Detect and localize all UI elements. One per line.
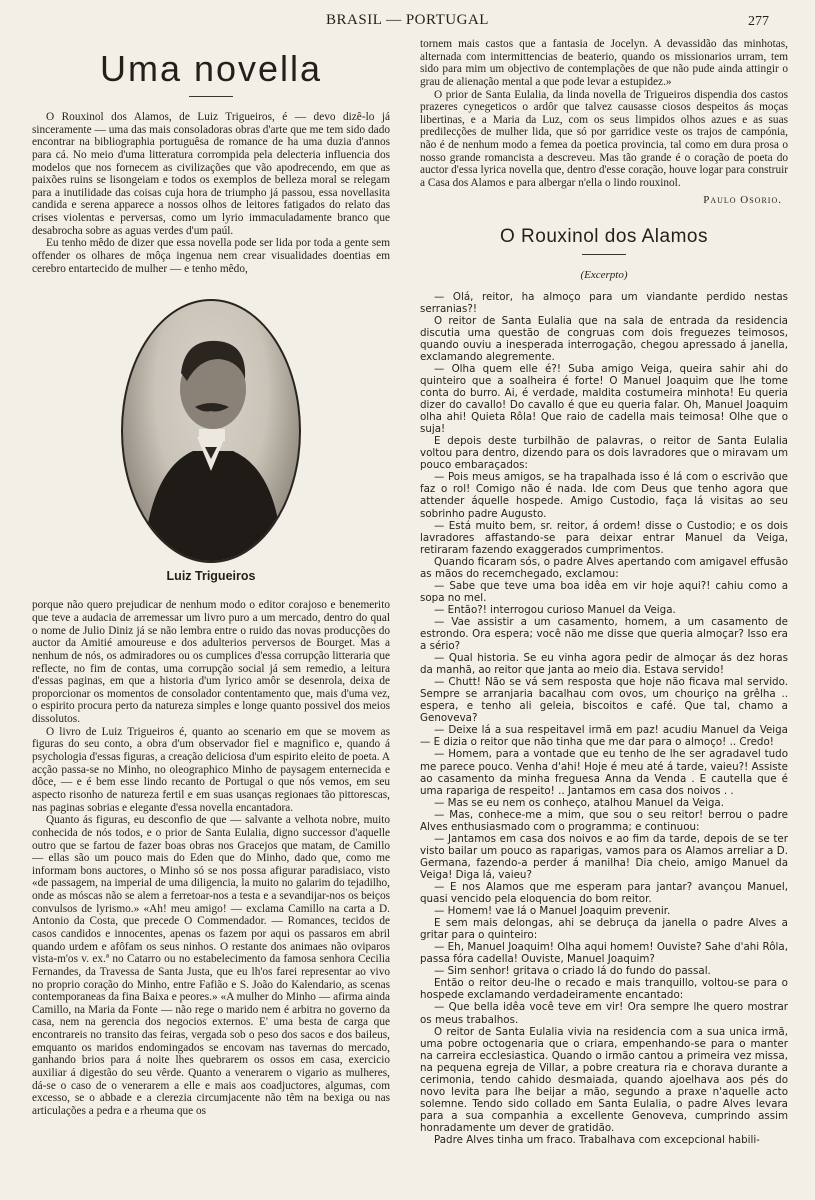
portrait-illustration xyxy=(123,301,299,561)
continuation-paragraph: O prior de Santa Eulalia, da linda novella de Trigueiros dispendia dos castos prazeres cynegeticos o ardôr que talvez causasse ciosos despeitos ás moças libertinas, e a Maria da Luz, com os seus limpidos olhos azues e as suas predilecções de mulher lida, que só por garridice veste os trajos de campónia, não é de nenhum modo a femea da poetica provincia, tal como em dura prosa o nosso grande romancista a descreveu. Mas tão grande é o coração de poeta do auctor d'essa lyrica novella que, dentro d'esse coração, houve logar para construir a Casa dos Alamos e para albergar n'ella o lindo rouxinol. xyxy=(420,88,788,190)
running-header xyxy=(0,12,815,32)
excerpt-paragraph: O reitor de Santa Eulalia que na sala de entrada da residencia discutia uma questão de congruas com dois freguezes teimosos, quando ouviu a inesperada interrogação, chegou apressado á janella, exclamando alegremente. xyxy=(420,314,788,363)
article-title: Uma novella xyxy=(99,48,323,89)
excerpt-paragraph: — Mas se eu nem os conheço, atalhou Manuel da Veiga. xyxy=(434,796,725,809)
intro-text xyxy=(32,111,390,275)
excerpt-paragraph: — Mas, conhece-me a mim, que sou o seu reitor! berrou o padre Alves enthusiasmado com o programma; e continuou: xyxy=(420,808,788,833)
excerpt-paragraph: O reitor de Santa Eulalia vivia na residencia com a sua unica irmã, uma pobre octogenaria que o criara, empenhando-se para o manter na carreira ecclesiastica. Quando o irmão cantou a primeira vez missa, na pequena egreja de Villar, a pobre creatura ria e chorava durante a cerimonia, tendo cahido desmaiada, quando ajoelhava aos pés do novo levita para lhe beijar a mão, segundo a praxe n'aquelle acto solemne. Tendo sido collado em Santa Eulalia, o padre Alves levara para a sua companhia a excellente Genoveva, cumprindo assim honradamente um dever de gratidão. xyxy=(420,1025,788,1134)
review-body xyxy=(32,599,390,1117)
excerpt-paragraph: Padre Alves tinha um fraco. Trabalhava com excepcional habili- xyxy=(434,1133,760,1146)
excerpt-paragraph: — Homem! vae lá o Manuel Joaquim prevenir. xyxy=(434,905,671,918)
excerpt-paragraph: Quando ficaram sós, o padre Alves apertando com amigavel effusão as mãos do recemchegado, exclamou: xyxy=(420,555,788,580)
review-continuation xyxy=(420,38,788,190)
excerpt-paragraph: — Sabe que teve uma boa idêa em vir hoje aqui?! cahiu como a sopa no mel. xyxy=(420,579,788,604)
page-number: 277 xyxy=(748,14,769,29)
author-signature: Paulo Osorio. xyxy=(703,193,782,206)
excerpt-paragraph: E sem mais delongas, ahi se debruça da janella o padre Alves a gritar para o quinteiro: xyxy=(420,917,788,942)
continuation-paragraph: tornem mais castos que a fantasia de Jocelyn. A devassidão das minhotas, alternada com intermittencias de beaterio, quando os missionarios urram, tem sido para mim um objectivo de contemplações de que não pude ainda attingir o grau de alienação mental a que pode levar a estupidez.» xyxy=(420,38,788,88)
excerpt-paragraph: — E nos Alamos que me esperam para jantar? avançou Manuel, quasi vencido pela eloquencia do bom reitor. xyxy=(420,880,788,906)
excerpt-subtitle: (Excerpto) xyxy=(580,268,628,281)
excerpt-paragraph: — Sim senhor! gritava o criado lá do fundo do passal. xyxy=(434,965,711,978)
right-column xyxy=(420,38,788,1188)
title-rule xyxy=(189,96,233,97)
excerpt-paragraph: — Então?! interrogou curioso Manuel da Veiga. xyxy=(434,603,676,616)
author-portrait xyxy=(121,299,301,563)
body-paragraph: O livro de Luiz Trigueiros é, quanto ao scenario em que se movem as figuras do seu conto, a obra d'um observador fiel e magnifico e, quando á psychologia d'essas figuras, a creação deliciosa d'um espirito eleito de poeta. A acção passa-se no Minho, no oleographico Minho de paysagem enternecida e dôce, — e é bem esse lindo recanto de Portugal o que nós vemos, em seu aspecto risonho de natureza fertil e em suas usanças regionaes tão pittorescas, nas paginas sobrias e elegante d'essa novella encantadora. xyxy=(32,725,390,814)
body-paragraph: porque não quero prejudicar de nenhum modo o editor corajoso e benemerito que teve a audacia de arremessar um livro puro a um mercado, dentro do qual o nome de Julio Diniz já se não lembra entre o ruido das novas producções do auctor da Amitié amoureuse e dos adulterios perversos de Bourget. Mas a nenhum de nós, os admiradores ou os cumplices d'essa corrupção litteraria que reflecte, no fim de contas, uma corrupção social já sem remedio, a leitura d'essas paginas, em que a historia d'um lyrico amôr se desenrola, deixa de proporcionar os momentos de consolador contentamento que, mais d'uma vez, o espirito procura perto da natureza simples e longe quanto possivel dos meios dissolutos. xyxy=(32,599,390,726)
left-column xyxy=(32,38,390,1188)
portrait-caption: Luiz Trigueiros xyxy=(166,569,256,584)
intro-paragraph: Eu tenho mêdo de dizer que essa novella pode ser lida por toda a gente sem offender os olhares de môça ingenua nem crear visualidades doentias em cerebro entartecido de mulher — e tenho mêdo, xyxy=(32,237,390,275)
excerpt-paragraph: — Está muito bem, sr. reitor, á ordem! disse o Custodio; e os dois lavradores affastando-se para deixar entrar Manuel da Veiga, retiraram fazendo exaggerados cumprimentos. xyxy=(420,519,788,556)
excerpt-paragraph: E depois deste turbilhão de palavras, o reitor de Santa Eulalia voltou para dentro, dizendo para os dois lavradores que o miravam um pouco embaraçados: xyxy=(420,435,788,472)
excerpt-paragraph: — Olá, reitor, ha almoço para um viandante perdido nestas serranias?! xyxy=(420,290,788,315)
body-paragraph: Quanto ás figuras, eu desconfio de que — salvante a velhota nobre, muito conhecida de nós todos, e o prior de Santa Eulalia, digno successor d'aquelle outro que se fartou de fazer boas obras nos Gracejos que matam, de Camillo — ellas são um pouco mais do Eden que do Minho, dado que, como me informam bons auctores, o Minho só se nos possa afigurar paradisiaco, visto «de passagem, na imperial de uma diligencia, la muito no galarim do tejadilho, onde as móscas não se alem a ferretoar-nos a testa e a sevandijar-nos os beiços convulsos de lyrismo.» «Ah! meu amigo! — exclama Camillo na carta a D. Antonio da Costa, que precede O Commendador. — Romances, tecidos de casos candidos e innocentes, apenas os fazem por aqui os passaros em abril quando urdem e afôfam os seus ninhos. O restante dos animaes não oviparos vista-m'os v. ex.ª no Catarro ou no estabelecimento da famosa senhora Cecilia Fernandes, da Travessa de Santa Justa, que eu lh'os farei representar ao vivo no proprio coração do Minho, entre Fafião e S. João do Kalendario, as scenas contemporaneas da fina Baixa e peores.» «A mulher do Minho — afirma ainda Camillo, na Maria da Fonte — não rege o marido nem é arbitra no governo da casa, nem na gerencia dos negocios externos. E' uma besta de carga que encontrareis no transito das feiras, vergada sob o peso dos sacos e dos baileus, emquanto os maridos endomingados se encovam nas tavernas do mercado, ganhando brios para á noite lhes quebrarem os ossos em casa, exercicio auxiliar á digestão do seu vêrde. Quanto a venerarem o vigario as mulheres, dá-se o caso de o venerarem a elle e mais aos coadjuctores, algumas, com excesso, se o abbade e a clerezia circumjacente não têm na bexiga ou nas articulações a pedra e a rheuma que os xyxy=(32,814,390,1117)
excerpt-paragraph: — Vae assistir a um casamento, homem, a um casamento de estrondo. Ora espera; você não me disse que queria almoçar? Isso era a sério? xyxy=(420,615,788,653)
excerpt-paragraph: — Eh, Manuel Joaquim! Olha aqui homem! Ouviste? Sahe d'ahi Rôla, passa fóra cadella! Ouviste, Manuel Joaquim? xyxy=(420,941,788,966)
excerpt-body xyxy=(420,291,788,1146)
excerpt-paragraph: — Olha quem elle é?! Suba amigo Veiga, queira sahir ahi do quinteiro que a soalheira é forte! O Manuel Joaquim que lhe tome conta do burro. Ai, é verdade, maldita costumeira minhota! Eu queria dizer do cavallo! Do cavallo é que eu queria falar. Oh, Manuel Joaquim olha ahi! Quieta Rôla! Que raio de cadella mais teimosa! Olhe que o suja! xyxy=(420,362,788,436)
excerpt-paragraph: — Chutt! Não se vá sem resposta que hoje não ficava mal servido. Sempre se arranjaria bacalhau com ovos, um chouriço na grêlha .. espera, e tenho ali geleia, biscoitos e café. Que tal, chamo a Genoveva? xyxy=(420,676,788,725)
excerpt-rule xyxy=(582,254,626,255)
excerpt-paragraph: — Que bella idêa você teve em vir! Ora sempre lhe quero mostrar os meus trabalhos. xyxy=(420,1001,788,1026)
excerpt-paragraph: — Qual historia. Se eu vinha agora pedir de almoçar ás dez horas da manhã, ao reitor que janta ao meio dia. Estava servido! xyxy=(420,652,788,677)
excerpt-paragraph: — Jantamos em casa dos noivos e ao fim da tarde, depois de se ter visto bailar um pouco as raparigas, vamos para os Alamos arreliar a D. Germana, fazendo-a perder á manilha! Dia cheio, amigo Manuel da Veiga! Diga lá, vaieu? xyxy=(420,832,788,881)
excerpt-title: O Rouxinol dos Alamos xyxy=(500,225,708,247)
running-title: BRASIL — PORTUGAL xyxy=(326,12,489,28)
excerpt-paragraph: — Deixe lá a sua respeitavel irmã em paz! acudiu Manuel da Veiga — E dizia o reitor que não tinha que me dar para o almoço! .. Credo! xyxy=(420,724,788,749)
intro-paragraph: O Rouxinol dos Alamos, de Luiz Trigueiros, é — devo dizê-lo já sinceramente — uma das mais consoladoras obras d'arte que me tem sido dado encontrar na bibliographia portuguêsa de romance de ha uma duzia d'annos para cá. No meio d'uma litteratura corrompida pela delecteria influencia dos modelos que nos fornecem as civilizações que vão apodrecendo, em que as paixões ruins se lisongeiam e todos os exemplos de belleza moral se relegam para a inutilidade das coisas cuja hora de triumpho já passou, essa novellasita candida e serena apparece a nossos olhos de leitores fatigados do relato das crises violentas e perversas, como um lyrio immaculadamente branco que desabrocha sobre as aguas verdes d'um paúl. xyxy=(32,111,390,237)
excerpt-paragraph: Então o reitor deu-lhe o recado e mais tranquillo, voltou-se para o hospede exclamando verdadeiramente encantado: xyxy=(420,977,788,1002)
excerpt-paragraph: — Pois meus amigos, se ha trapalhada isso é lá com o escrivão que faz o rol! Comigo não é nada. Ide com Deus que tenho agora que attender áquelle hospede. Amigo Custodio, faça lá visitas ao seu sobrinho padre Augusto. xyxy=(420,471,788,520)
excerpt-paragraph: — Homem, para a vontade que eu tenho de lhe ser agradavel tudo me parece pouco. Venha d'ahi! Hoje é meu até á tarde, vaieu?! Assiste ao casamento da minha freguesa Anna da Venda . E cautella que é uma rapariga de respeito! .. Jantamos em casa dos noivos . . xyxy=(420,748,788,797)
